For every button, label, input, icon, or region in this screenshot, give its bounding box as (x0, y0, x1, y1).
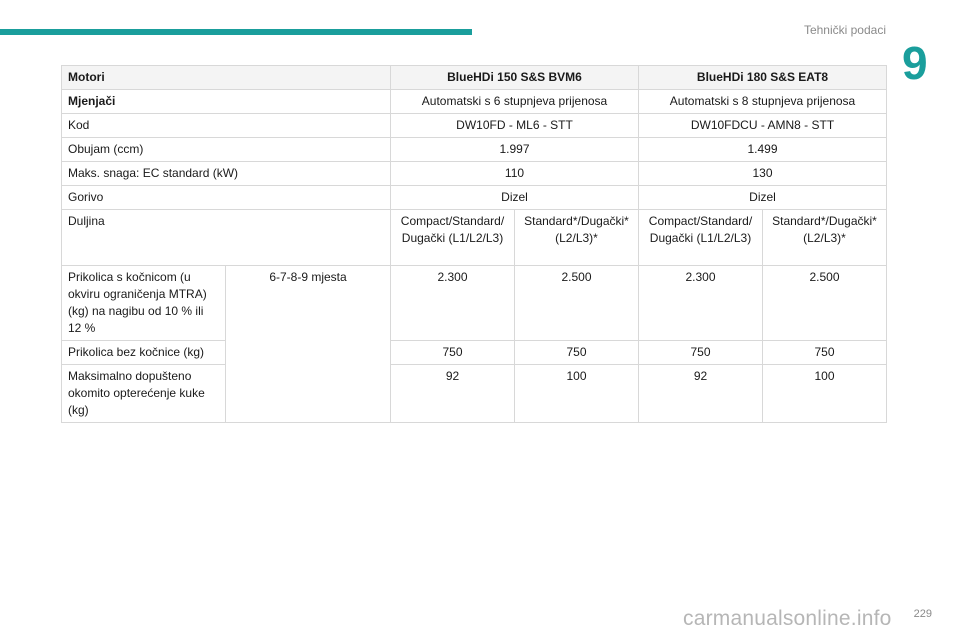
cell-value: DW10FD - ML6 - STT (391, 114, 639, 138)
cell-value: 110 (391, 162, 639, 186)
cell-value: Standard*/Dugački* (L2/L3)* (515, 210, 639, 266)
row-label: Prikolica s kočnicom (u okviru ograničenja MTRA) (kg) na nagibu od 10 % ili 12 % (62, 266, 226, 341)
table-row (62, 186, 887, 210)
row-label: Obujam (ccm) (62, 138, 391, 162)
engine-col-2: BlueHDi 180 S&S EAT8 (639, 66, 887, 90)
cell-value: 750 (639, 341, 763, 365)
chapter-number: 9 (902, 37, 928, 89)
engines-label: Motori (62, 66, 391, 90)
cell-value: DW10FDCU - AMN8 - STT (639, 114, 887, 138)
header-accent-bar (0, 29, 472, 35)
cell-value: 130 (639, 162, 887, 186)
row-label: Kod (62, 114, 391, 138)
row-label: Prikolica bez kočnice (kg) (62, 341, 226, 365)
table-row (62, 90, 887, 114)
cell-value: Compact/Standard/ Dugački (L1/L2/L3) (391, 210, 515, 266)
cell-value: Dizel (639, 186, 887, 210)
cell-value: Automatski s 6 stupnjeva prijenosa (391, 90, 639, 114)
cell-value: 2.500 (515, 266, 639, 341)
table-row (62, 365, 887, 423)
cell-value: 100 (763, 365, 887, 423)
row-label: Duljina (62, 210, 391, 266)
row-label: Maksimalno dopušteno okomito opterećenje kuke (kg) (62, 365, 226, 423)
table-row (62, 266, 887, 341)
cell-value: 2.500 (763, 266, 887, 341)
seats-cell: 6-7-8-9 mjesta (226, 266, 391, 423)
cell-value: 92 (391, 365, 515, 423)
section-title: Tehnički podaci (803, 23, 886, 37)
watermark-text: carmanualsonline.info (683, 607, 892, 630)
table-row (62, 162, 887, 186)
tech-specs-table (61, 65, 887, 423)
page-number: 229 (913, 608, 932, 620)
cell-value: 92 (639, 365, 763, 423)
cell-value: Standard*/Dugački* (L2/L3)* (763, 210, 887, 266)
cell-value: 2.300 (391, 266, 515, 341)
cell-value: 100 (515, 365, 639, 423)
cell-value: Compact/Standard/ Dugački (L1/L2/L3) (639, 210, 763, 266)
table-row (62, 114, 887, 138)
row-label: Gorivo (62, 186, 391, 210)
cell-value: 750 (391, 341, 515, 365)
table-row (62, 138, 887, 162)
cell-value: 1.499 (639, 138, 887, 162)
row-label: Maks. snaga: EC standard (kW) (62, 162, 391, 186)
cell-value: Automatski s 8 stupnjeva prijenosa (639, 90, 887, 114)
cell-value: 2.300 (639, 266, 763, 341)
table-header-row (62, 66, 887, 90)
cell-value: Dizel (391, 186, 639, 210)
engine-col-1: BlueHDi 150 S&S BVM6 (391, 66, 639, 90)
cell-value: 1.997 (391, 138, 639, 162)
table-row (62, 210, 887, 266)
row-label: Mjenjači (62, 90, 391, 114)
cell-value: 750 (763, 341, 887, 365)
cell-value: 750 (515, 341, 639, 365)
table-row (62, 341, 887, 365)
